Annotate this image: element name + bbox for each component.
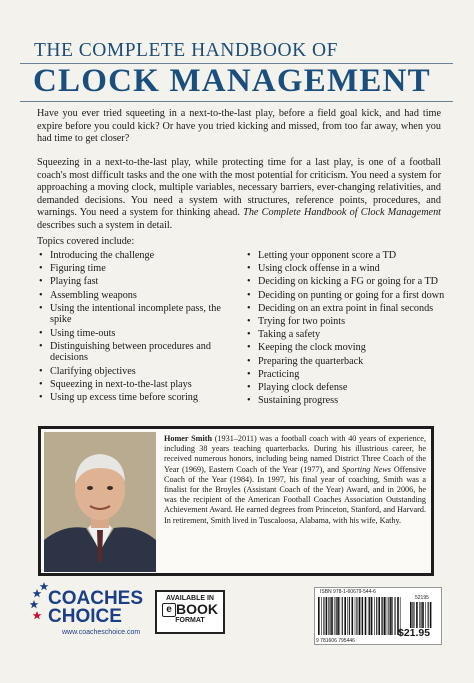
barcode-bar bbox=[349, 597, 350, 635]
book-title-italic: The Complete Handbook of Clock Management bbox=[243, 207, 441, 219]
publisher-name-line1: COACHES bbox=[48, 588, 144, 609]
author-photo bbox=[44, 432, 156, 572]
barcode-bar bbox=[331, 597, 333, 635]
list-item: • Figuring time bbox=[39, 263, 239, 275]
barcode-bar bbox=[430, 602, 432, 628]
ebook-badge bbox=[155, 590, 225, 634]
publisher-name-line2: CHOICE bbox=[48, 606, 122, 627]
list-item: • Squeezing in next-to-the-last plays bbox=[39, 379, 239, 391]
price-label: $21.95 bbox=[398, 627, 431, 639]
barcode-bar bbox=[365, 597, 367, 635]
list-item: • Playing fast bbox=[39, 276, 239, 288]
list-item: • Clarifying objectives bbox=[39, 366, 239, 378]
publisher-url: www.coacheschoice.com bbox=[62, 629, 141, 636]
topics-list-left bbox=[39, 250, 239, 405]
list-item: • Keeping the clock moving bbox=[247, 342, 457, 354]
barcode-bar bbox=[355, 597, 356, 635]
list-item: • Trying for two points bbox=[247, 316, 457, 328]
publisher-logo bbox=[30, 578, 150, 638]
barcode-bar bbox=[330, 597, 331, 635]
list-item: • Distinguishing between procedures and decisions bbox=[39, 341, 239, 364]
barcode-bar bbox=[413, 602, 414, 628]
title-main: CLOCK MANAGEMENT bbox=[33, 63, 431, 99]
barcode-bar bbox=[382, 597, 383, 635]
barcode-bar bbox=[359, 597, 361, 635]
barcode-bar bbox=[318, 597, 320, 635]
barcode-bar bbox=[388, 597, 389, 635]
barcode-bar bbox=[387, 597, 388, 635]
ebook-line2: BOOK bbox=[176, 601, 218, 617]
barcode-bar bbox=[342, 597, 343, 635]
barcode-bar bbox=[384, 597, 386, 635]
barcode-bar bbox=[428, 602, 429, 628]
list-item: • Practicing bbox=[247, 369, 457, 381]
barcode-bar bbox=[425, 602, 426, 628]
publisher-name bbox=[48, 590, 143, 626]
list-item: • Using the intentional incomplete pass, the spike bbox=[39, 303, 239, 326]
barcode-bar bbox=[369, 597, 370, 635]
list-item: • Taking a safety bbox=[247, 329, 457, 341]
author-bio bbox=[164, 434, 426, 526]
bio-text-b: Offensive Coach of the Year (1984). In 1997, his final year of coaching, Smith was a finalist for the Broyles (Assistant Coach of the Year) Award, and in 2006, he was the recipient of the American Football Coaches Association Outstanding Achievement Award. He earned degrees from Princeton, Stanford, and Harvard. In retirement, Smith lived in Tuscaloosa, Alabama, with his wife, Kathy. bbox=[164, 464, 426, 525]
list-item: • Introducing the challenge bbox=[39, 250, 239, 262]
isbn-text: ISBN 978-1-60679-544-6 bbox=[320, 589, 376, 595]
barcode-bar bbox=[328, 597, 329, 635]
barcode-bar bbox=[381, 597, 382, 635]
barcode-bar bbox=[323, 597, 324, 635]
barcode-bar bbox=[352, 597, 354, 635]
barcode-bar bbox=[374, 597, 375, 635]
barcode-bar bbox=[421, 602, 422, 628]
list-item: • Deciding on punting or going for a first down bbox=[247, 290, 457, 302]
barcode-bar bbox=[392, 597, 393, 635]
barcode-bar bbox=[376, 597, 377, 635]
bio-text-a: (1931–2011) was a football coach with 40 years of experience, including 38 years teaching quarterbacks. During his illustrious career, he received numerous honors, including being named District Three Coach of the Year (1969), Eastern Coach of the Year (1977), and bbox=[164, 434, 426, 474]
topics-heading: Topics covered include: bbox=[37, 236, 135, 247]
title-rule-bottom bbox=[20, 101, 453, 102]
intro-text-b: describes such a system in detail. bbox=[37, 219, 173, 231]
barcode-bar bbox=[361, 597, 362, 635]
barcode-bar bbox=[334, 597, 335, 635]
price-barcode-icon bbox=[410, 602, 432, 628]
barcode-bar bbox=[336, 597, 337, 635]
intro-paragraph-2 bbox=[37, 157, 441, 233]
barcode-bar bbox=[326, 597, 328, 635]
barcode-bar bbox=[340, 597, 341, 635]
barcode-bar bbox=[412, 602, 413, 628]
ebook-line1: AVAILABLE IN bbox=[166, 595, 214, 602]
barcode-bar bbox=[344, 597, 346, 635]
barcode-bar bbox=[371, 597, 373, 635]
list-item: • Preparing the quarterback bbox=[247, 356, 457, 368]
price-code: 52195 bbox=[415, 595, 429, 601]
barcode-bar bbox=[422, 602, 424, 628]
title-top: THE COMPLETE HANDBOOK OF bbox=[34, 40, 338, 61]
barcode-bar bbox=[410, 602, 412, 628]
barcode-bar bbox=[347, 597, 348, 635]
barcode-bar bbox=[321, 597, 322, 635]
list-item: • Using clock offense in a wind bbox=[247, 263, 457, 275]
barcode-bar bbox=[368, 597, 369, 635]
list-item: • Assembling weapons bbox=[39, 290, 239, 302]
ebook-line3: FORMAT bbox=[175, 617, 205, 625]
list-item: • Using up excess time before scoring bbox=[39, 392, 239, 404]
isbn-barcode-icon bbox=[318, 597, 402, 635]
list-item: • Playing clock defense bbox=[247, 382, 457, 394]
intro-paragraph-1: Have you ever tried squeeting in a next-to-the-last play, before a field goal kick, and had time expire before you could kick? Or have you tried kicking and missed, from too far away, when you had time to get closer? bbox=[37, 108, 441, 145]
author-name: Homer Smith bbox=[164, 434, 213, 443]
intro-text-a: Squeezing in a next-to-the-last play, while protecting time for a last play, is one of a football coach's most difficult tasks and the one with the most potential for criticism. You need a system for approaching a moving clock, multiple variables, necessary barriers, ever-changing relativities, and demanded decisions. You need a system with structures, reference points, procedures, and warnings. You need a system for thinking ahead. bbox=[37, 157, 441, 219]
list-item: • Sustaining progress bbox=[247, 395, 457, 407]
barcode-bar bbox=[378, 597, 380, 635]
barcode-bar bbox=[390, 597, 392, 635]
topics-list-right bbox=[247, 250, 457, 408]
ebook-logo bbox=[157, 602, 223, 617]
list-item: • Letting your opponent score a TD bbox=[247, 250, 457, 262]
list-item: • Using time-outs bbox=[39, 328, 239, 340]
barcode-bar bbox=[416, 602, 418, 628]
barcode-bar bbox=[395, 597, 396, 635]
list-item: • Deciding on kicking a FG or going for a TD bbox=[247, 276, 457, 288]
bio-italic: Sporting News bbox=[342, 464, 391, 474]
barcode-bar bbox=[337, 597, 339, 635]
ebook-e-icon: e bbox=[162, 603, 176, 617]
barcode-bar bbox=[362, 597, 363, 635]
barcode-bar bbox=[419, 602, 420, 628]
barcode-bar bbox=[356, 597, 357, 635]
list-item: • Deciding on an extra point in final seconds bbox=[247, 303, 457, 315]
author-portrait-icon bbox=[44, 432, 156, 572]
barcode-number: 9 781606 795446 bbox=[316, 638, 355, 644]
